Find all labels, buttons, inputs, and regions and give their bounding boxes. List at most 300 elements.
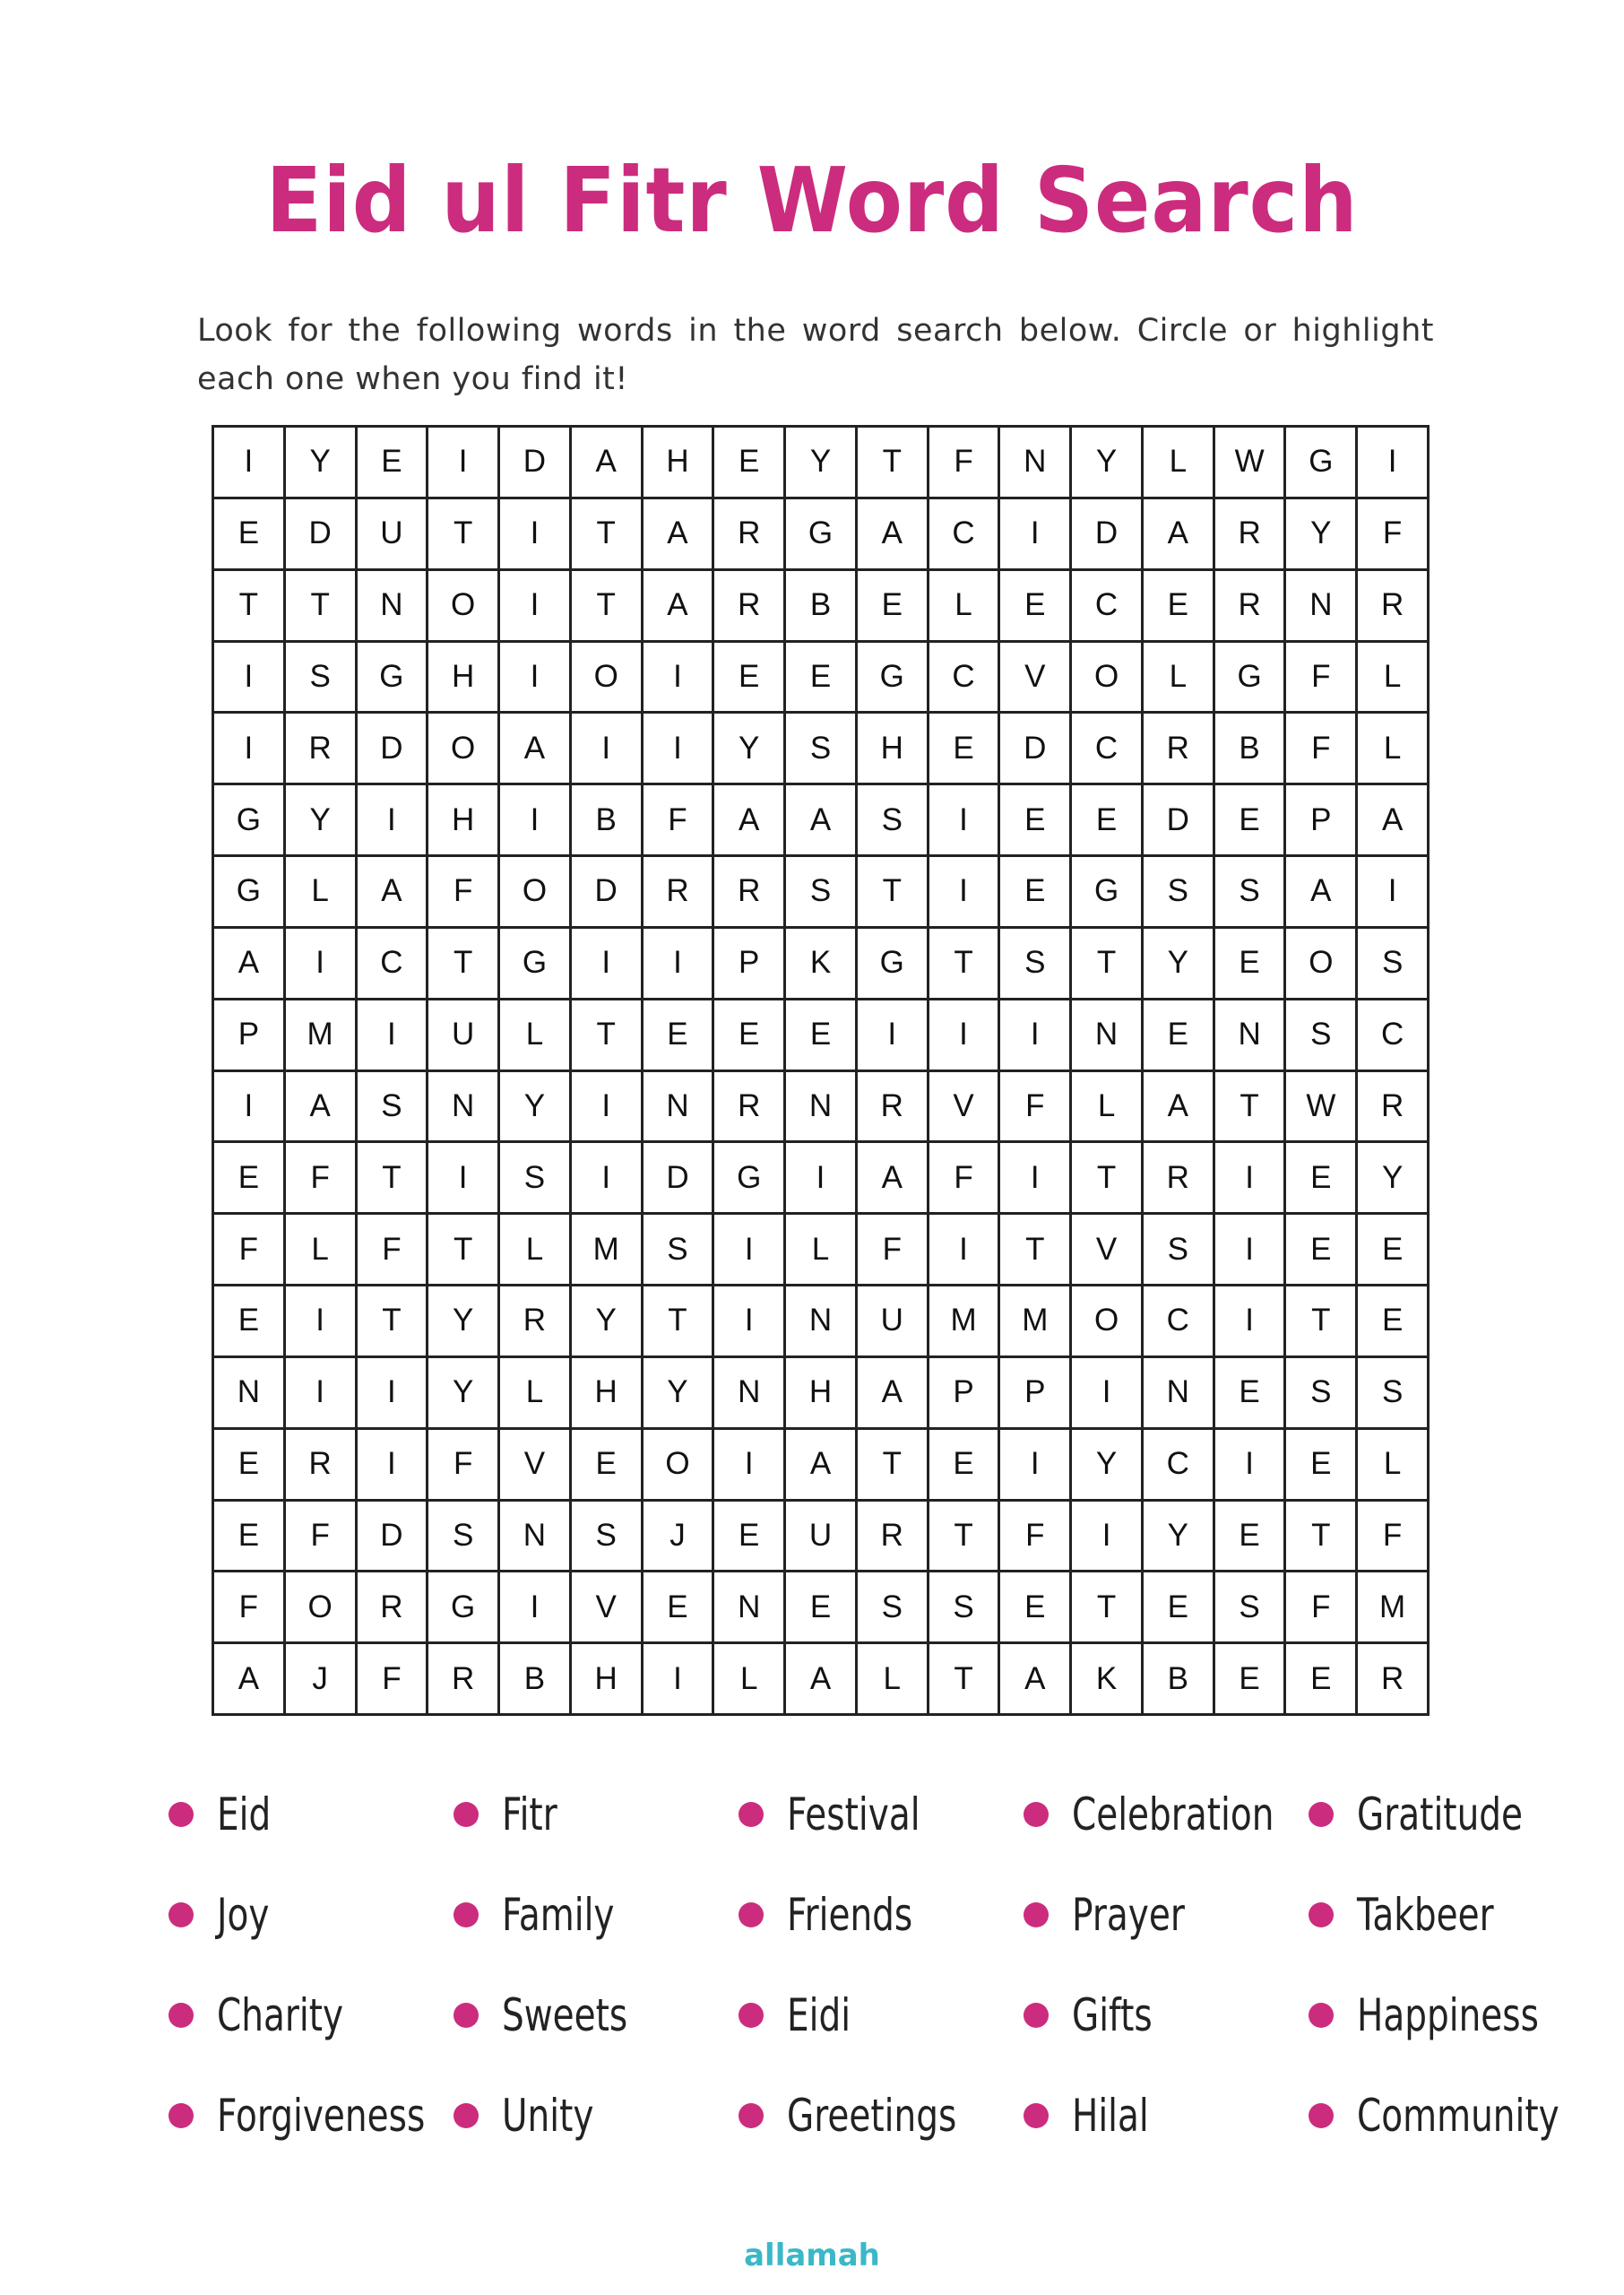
grid-cell[interactable]: Y — [1144, 1502, 1215, 1573]
grid-cell[interactable]: E — [714, 1000, 786, 1072]
grid-cell[interactable]: U — [858, 1286, 929, 1358]
grid-cell[interactable]: F — [929, 1143, 1001, 1215]
grid-cell[interactable]: I — [214, 1072, 286, 1144]
grid-cell[interactable]: Y — [714, 714, 786, 785]
grid-cell[interactable]: R — [1358, 1072, 1430, 1144]
grid-cell[interactable]: T — [858, 1430, 929, 1502]
grid-cell[interactable]: T — [1000, 1215, 1072, 1286]
grid-cell[interactable]: A — [786, 785, 858, 857]
grid-cell[interactable]: S — [1144, 1215, 1215, 1286]
grid-cell[interactable]: V — [929, 1072, 1001, 1144]
grid-cell[interactable]: F — [1000, 1072, 1072, 1144]
grid-cell[interactable]: E — [572, 1430, 644, 1502]
grid-cell[interactable]: Y — [644, 1358, 715, 1430]
grid-cell[interactable]: L — [500, 1215, 572, 1286]
grid-cell[interactable]: W — [1215, 428, 1287, 499]
grid-cell[interactable]: R — [1215, 499, 1287, 571]
grid-cell[interactable]: O — [1072, 643, 1144, 714]
grid-cell[interactable]: L — [1144, 428, 1215, 499]
grid-cell[interactable]: F — [358, 1215, 429, 1286]
grid-cell[interactable]: I — [644, 1644, 715, 1716]
grid-cell[interactable]: I — [358, 785, 429, 857]
grid-cell[interactable]: I — [1358, 428, 1430, 499]
grid-cell[interactable]: B — [1215, 714, 1287, 785]
grid-cell[interactable]: T — [1286, 1286, 1358, 1358]
grid-cell[interactable]: I — [358, 1430, 429, 1502]
grid-cell[interactable]: I — [929, 1215, 1001, 1286]
grid-cell[interactable]: T — [1072, 1143, 1144, 1215]
grid-cell[interactable]: Y — [500, 1072, 572, 1144]
grid-cell[interactable]: G — [858, 643, 929, 714]
grid-cell[interactable]: C — [929, 499, 1001, 571]
grid-cell[interactable]: O — [428, 571, 500, 643]
grid-cell[interactable]: I — [214, 643, 286, 714]
grid-cell[interactable]: N — [644, 1072, 715, 1144]
grid-cell[interactable]: L — [1358, 1430, 1430, 1502]
grid-cell[interactable]: T — [572, 499, 644, 571]
grid-cell[interactable]: I — [500, 643, 572, 714]
grid-cell[interactable]: A — [214, 1644, 286, 1716]
grid-cell[interactable]: L — [286, 1215, 358, 1286]
grid-cell[interactable]: S — [500, 1143, 572, 1215]
grid-cell[interactable]: S — [1358, 1358, 1430, 1430]
grid-cell[interactable]: A — [1358, 785, 1430, 857]
grid-cell[interactable]: D — [572, 857, 644, 929]
grid-cell[interactable]: N — [358, 571, 429, 643]
grid-cell[interactable]: F — [214, 1572, 286, 1644]
grid-cell[interactable]: I — [1000, 1000, 1072, 1072]
grid-cell[interactable]: E — [929, 714, 1001, 785]
grid-cell[interactable]: Y — [1144, 929, 1215, 1000]
grid-cell[interactable]: T — [644, 1286, 715, 1358]
grid-cell[interactable]: F — [358, 1644, 429, 1716]
grid-cell[interactable]: F — [1286, 714, 1358, 785]
grid-cell[interactable]: L — [858, 1644, 929, 1716]
grid-cell[interactable]: Y — [286, 785, 358, 857]
grid-cell[interactable]: P — [214, 1000, 286, 1072]
grid-cell[interactable]: S — [786, 714, 858, 785]
grid-cell[interactable]: S — [1215, 857, 1287, 929]
grid-cell[interactable]: S — [572, 1502, 644, 1573]
grid-cell[interactable]: E — [1286, 1430, 1358, 1502]
grid-cell[interactable]: O — [500, 857, 572, 929]
grid-cell[interactable]: I — [929, 1000, 1001, 1072]
grid-cell[interactable]: C — [1358, 1000, 1430, 1072]
grid-cell[interactable]: P — [1000, 1358, 1072, 1430]
grid-cell[interactable]: O — [1072, 1286, 1144, 1358]
grid-cell[interactable]: E — [358, 428, 429, 499]
grid-cell[interactable]: A — [644, 499, 715, 571]
grid-cell[interactable]: N — [1286, 571, 1358, 643]
grid-cell[interactable]: F — [214, 1215, 286, 1286]
grid-cell[interactable]: I — [500, 499, 572, 571]
grid-cell[interactable]: C — [929, 643, 1001, 714]
grid-cell[interactable]: I — [286, 929, 358, 1000]
grid-cell[interactable]: D — [358, 714, 429, 785]
grid-cell[interactable]: S — [858, 1572, 929, 1644]
grid-cell[interactable]: T — [1215, 1072, 1287, 1144]
grid-cell[interactable]: A — [500, 714, 572, 785]
grid-cell[interactable]: E — [1286, 1215, 1358, 1286]
grid-cell[interactable]: V — [1000, 643, 1072, 714]
grid-cell[interactable]: E — [786, 643, 858, 714]
grid-cell[interactable]: L — [286, 857, 358, 929]
grid-cell[interactable]: S — [858, 785, 929, 857]
grid-cell[interactable]: E — [1215, 1502, 1287, 1573]
grid-cell[interactable]: E — [1072, 785, 1144, 857]
grid-cell[interactable]: S — [1144, 857, 1215, 929]
grid-cell[interactable]: F — [1286, 1572, 1358, 1644]
grid-cell[interactable]: I — [428, 428, 500, 499]
grid-cell[interactable]: U — [786, 1502, 858, 1573]
grid-cell[interactable]: I — [644, 929, 715, 1000]
grid-cell[interactable]: E — [1000, 1572, 1072, 1644]
grid-cell[interactable]: G — [786, 499, 858, 571]
grid-cell[interactable]: V — [500, 1430, 572, 1502]
grid-cell[interactable]: F — [286, 1143, 358, 1215]
grid-cell[interactable]: R — [714, 499, 786, 571]
grid-cell[interactable]: Y — [786, 428, 858, 499]
grid-cell[interactable]: A — [714, 785, 786, 857]
grid-cell[interactable]: I — [929, 785, 1001, 857]
grid-cell[interactable]: R — [858, 1072, 929, 1144]
grid-cell[interactable]: S — [644, 1215, 715, 1286]
grid-cell[interactable]: T — [572, 571, 644, 643]
grid-cell[interactable]: Y — [1072, 428, 1144, 499]
grid-cell[interactable]: T — [572, 1000, 644, 1072]
grid-cell[interactable]: O — [644, 1430, 715, 1502]
grid-cell[interactable]: F — [644, 785, 715, 857]
grid-cell[interactable]: G — [214, 857, 286, 929]
grid-cell[interactable]: M — [1358, 1572, 1430, 1644]
grid-cell[interactable]: S — [929, 1572, 1001, 1644]
grid-cell[interactable]: S — [1000, 929, 1072, 1000]
grid-cell[interactable]: A — [786, 1644, 858, 1716]
grid-cell[interactable]: T — [858, 857, 929, 929]
grid-cell[interactable]: T — [428, 499, 500, 571]
grid-cell[interactable]: I — [214, 428, 286, 499]
grid-cell[interactable]: D — [500, 428, 572, 499]
grid-cell[interactable]: G — [1215, 643, 1287, 714]
grid-cell[interactable]: I — [572, 929, 644, 1000]
grid-cell[interactable]: C — [1144, 1430, 1215, 1502]
grid-cell[interactable]: I — [1215, 1430, 1287, 1502]
grid-cell[interactable]: I — [358, 1358, 429, 1430]
grid-cell[interactable]: R — [714, 857, 786, 929]
grid-cell[interactable]: I — [572, 1143, 644, 1215]
grid-cell[interactable]: E — [1000, 857, 1072, 929]
grid-cell[interactable]: I — [714, 1430, 786, 1502]
grid-cell[interactable]: F — [428, 1430, 500, 1502]
grid-cell[interactable]: A — [858, 1358, 929, 1430]
grid-cell[interactable]: N — [786, 1072, 858, 1144]
grid-cell[interactable]: E — [644, 1572, 715, 1644]
grid-cell[interactable]: E — [1000, 571, 1072, 643]
grid-cell[interactable]: A — [358, 857, 429, 929]
grid-cell[interactable]: J — [286, 1644, 358, 1716]
grid-cell[interactable]: T — [929, 929, 1001, 1000]
grid-cell[interactable]: G — [500, 929, 572, 1000]
grid-cell[interactable]: E — [1144, 571, 1215, 643]
grid-cell[interactable]: P — [1286, 785, 1358, 857]
grid-cell[interactable]: I — [644, 643, 715, 714]
grid-cell[interactable]: L — [786, 1215, 858, 1286]
grid-cell[interactable]: O — [1286, 929, 1358, 1000]
grid-cell[interactable]: T — [214, 571, 286, 643]
grid-cell[interactable]: I — [858, 1000, 929, 1072]
grid-cell[interactable]: U — [428, 1000, 500, 1072]
grid-cell[interactable]: I — [286, 1358, 358, 1430]
grid-cell[interactable]: U — [358, 499, 429, 571]
grid-cell[interactable]: N — [714, 1358, 786, 1430]
grid-cell[interactable]: P — [929, 1358, 1001, 1430]
grid-cell[interactable]: M — [572, 1215, 644, 1286]
grid-cell[interactable]: E — [1000, 785, 1072, 857]
grid-cell[interactable]: R — [358, 1572, 429, 1644]
grid-cell[interactable]: T — [358, 1286, 429, 1358]
grid-cell[interactable]: Y — [1286, 499, 1358, 571]
grid-cell[interactable]: H — [644, 428, 715, 499]
grid-cell[interactable]: M — [1000, 1286, 1072, 1358]
grid-cell[interactable]: L — [500, 1000, 572, 1072]
grid-cell[interactable]: J — [644, 1502, 715, 1573]
grid-cell[interactable]: E — [1215, 785, 1287, 857]
grid-cell[interactable]: R — [1144, 1143, 1215, 1215]
grid-cell[interactable]: I — [1000, 1430, 1072, 1502]
grid-cell[interactable]: I — [500, 785, 572, 857]
grid-cell[interactable]: A — [1144, 1072, 1215, 1144]
grid-cell[interactable]: E — [1215, 1358, 1287, 1430]
grid-cell[interactable]: O — [286, 1572, 358, 1644]
grid-cell[interactable]: K — [1072, 1644, 1144, 1716]
grid-cell[interactable]: L — [1358, 714, 1430, 785]
grid-cell[interactable]: D — [1072, 499, 1144, 571]
grid-cell[interactable]: L — [500, 1358, 572, 1430]
grid-cell[interactable]: H — [572, 1644, 644, 1716]
grid-cell[interactable]: S — [1215, 1572, 1287, 1644]
grid-cell[interactable]: T — [286, 571, 358, 643]
grid-cell[interactable]: D — [286, 499, 358, 571]
grid-cell[interactable]: S — [358, 1072, 429, 1144]
grid-cell[interactable]: I — [1215, 1286, 1287, 1358]
grid-cell[interactable]: G — [428, 1572, 500, 1644]
grid-cell[interactable]: C — [1072, 714, 1144, 785]
grid-cell[interactable]: G — [214, 785, 286, 857]
grid-cell[interactable]: N — [500, 1502, 572, 1573]
grid-cell[interactable]: L — [1358, 643, 1430, 714]
grid-cell[interactable]: R — [428, 1644, 500, 1716]
grid-cell[interactable]: I — [1358, 857, 1430, 929]
grid-cell[interactable]: N — [786, 1286, 858, 1358]
grid-cell[interactable]: H — [428, 643, 500, 714]
grid-cell[interactable]: E — [1358, 1286, 1430, 1358]
grid-cell[interactable]: D — [644, 1143, 715, 1215]
grid-cell[interactable]: T — [929, 1644, 1001, 1716]
grid-cell[interactable]: S — [1286, 1000, 1358, 1072]
grid-cell[interactable]: I — [786, 1143, 858, 1215]
grid-cell[interactable]: G — [858, 929, 929, 1000]
grid-cell[interactable]: B — [786, 571, 858, 643]
grid-cell[interactable]: E — [714, 1502, 786, 1573]
grid-cell[interactable]: E — [214, 499, 286, 571]
grid-cell[interactable]: N — [1072, 1000, 1144, 1072]
grid-cell[interactable]: S — [786, 857, 858, 929]
grid-cell[interactable]: D — [358, 1502, 429, 1573]
grid-cell[interactable]: A — [286, 1072, 358, 1144]
grid-cell[interactable]: I — [572, 1072, 644, 1144]
grid-cell[interactable]: A — [1144, 499, 1215, 571]
grid-cell[interactable]: I — [714, 1286, 786, 1358]
grid-cell[interactable]: E — [214, 1143, 286, 1215]
grid-cell[interactable]: T — [1072, 1572, 1144, 1644]
grid-cell[interactable]: L — [1144, 643, 1215, 714]
grid-cell[interactable]: S — [1358, 929, 1430, 1000]
grid-cell[interactable]: I — [1000, 499, 1072, 571]
grid-cell[interactable]: E — [644, 1000, 715, 1072]
grid-cell[interactable]: A — [786, 1430, 858, 1502]
grid-cell[interactable]: E — [786, 1572, 858, 1644]
grid-cell[interactable]: N — [714, 1572, 786, 1644]
grid-cell[interactable]: T — [1072, 929, 1144, 1000]
grid-cell[interactable]: F — [286, 1502, 358, 1573]
grid-cell[interactable]: I — [572, 714, 644, 785]
grid-cell[interactable]: T — [858, 428, 929, 499]
grid-cell[interactable]: E — [214, 1286, 286, 1358]
grid-cell[interactable]: F — [1286, 643, 1358, 714]
grid-cell[interactable]: R — [1358, 1644, 1430, 1716]
grid-cell[interactable]: O — [572, 643, 644, 714]
grid-cell[interactable]: A — [644, 571, 715, 643]
grid-cell[interactable]: D — [1000, 714, 1072, 785]
grid-cell[interactable]: R — [714, 571, 786, 643]
grid-cell[interactable]: E — [1215, 1644, 1287, 1716]
grid-cell[interactable]: B — [1144, 1644, 1215, 1716]
grid-cell[interactable]: N — [1215, 1000, 1287, 1072]
grid-cell[interactable]: R — [286, 1430, 358, 1502]
grid-cell[interactable]: E — [1215, 929, 1287, 1000]
grid-cell[interactable]: N — [428, 1072, 500, 1144]
grid-cell[interactable]: Y — [428, 1358, 500, 1430]
grid-cell[interactable]: I — [286, 1286, 358, 1358]
grid-cell[interactable]: L — [929, 571, 1001, 643]
grid-cell[interactable]: N — [1144, 1358, 1215, 1430]
grid-cell[interactable]: G — [1286, 428, 1358, 499]
grid-cell[interactable]: R — [1144, 714, 1215, 785]
grid-cell[interactable]: E — [858, 571, 929, 643]
grid-cell[interactable]: Y — [572, 1286, 644, 1358]
grid-cell[interactable]: E — [714, 428, 786, 499]
grid-cell[interactable]: I — [1072, 1358, 1144, 1430]
grid-cell[interactable]: B — [572, 785, 644, 857]
grid-cell[interactable]: E — [929, 1430, 1001, 1502]
grid-cell[interactable]: H — [858, 714, 929, 785]
grid-cell[interactable]: H — [572, 1358, 644, 1430]
grid-cell[interactable]: I — [428, 1143, 500, 1215]
grid-cell[interactable]: I — [500, 571, 572, 643]
grid-cell[interactable]: A — [858, 1143, 929, 1215]
grid-cell[interactable]: S — [428, 1502, 500, 1573]
grid-cell[interactable]: E — [1358, 1215, 1430, 1286]
grid-cell[interactable]: I — [644, 714, 715, 785]
grid-cell[interactable]: O — [428, 714, 500, 785]
grid-cell[interactable]: A — [858, 499, 929, 571]
grid-cell[interactable]: T — [929, 1502, 1001, 1573]
grid-cell[interactable]: Y — [286, 428, 358, 499]
grid-cell[interactable]: R — [644, 857, 715, 929]
grid-cell[interactable]: G — [714, 1143, 786, 1215]
grid-cell[interactable]: Y — [1358, 1143, 1430, 1215]
grid-cell[interactable]: A — [1286, 857, 1358, 929]
grid-cell[interactable]: E — [714, 643, 786, 714]
grid-cell[interactable]: C — [358, 929, 429, 1000]
grid-cell[interactable]: N — [1000, 428, 1072, 499]
grid-cell[interactable]: T — [428, 929, 500, 1000]
grid-cell[interactable]: K — [786, 929, 858, 1000]
grid-cell[interactable]: Y — [1072, 1430, 1144, 1502]
grid-cell[interactable]: E — [214, 1502, 286, 1573]
grid-cell[interactable]: E — [1144, 1572, 1215, 1644]
grid-cell[interactable]: L — [714, 1644, 786, 1716]
grid-cell[interactable]: A — [572, 428, 644, 499]
grid-cell[interactable]: S — [286, 643, 358, 714]
grid-cell[interactable]: R — [858, 1502, 929, 1573]
grid-cell[interactable]: H — [786, 1358, 858, 1430]
grid-cell[interactable]: I — [500, 1572, 572, 1644]
grid-cell[interactable]: S — [1286, 1358, 1358, 1430]
grid-cell[interactable]: B — [500, 1644, 572, 1716]
grid-cell[interactable]: M — [929, 1286, 1001, 1358]
grid-cell[interactable]: I — [714, 1215, 786, 1286]
grid-cell[interactable]: F — [929, 428, 1001, 499]
grid-cell[interactable]: W — [1286, 1072, 1358, 1144]
grid-cell[interactable]: N — [214, 1358, 286, 1430]
grid-cell[interactable]: E — [1144, 1000, 1215, 1072]
grid-cell[interactable]: H — [428, 785, 500, 857]
grid-cell[interactable]: C — [1072, 571, 1144, 643]
grid-cell[interactable]: F — [858, 1215, 929, 1286]
grid-cell[interactable]: I — [1000, 1143, 1072, 1215]
grid-cell[interactable]: E — [786, 1000, 858, 1072]
grid-cell[interactable]: E — [214, 1430, 286, 1502]
grid-cell[interactable]: I — [929, 857, 1001, 929]
grid-cell[interactable]: I — [1072, 1502, 1144, 1573]
grid-cell[interactable]: T — [358, 1143, 429, 1215]
grid-cell[interactable]: I — [214, 714, 286, 785]
grid-cell[interactable]: G — [1072, 857, 1144, 929]
grid-cell[interactable]: I — [358, 1000, 429, 1072]
grid-cell[interactable]: R — [286, 714, 358, 785]
grid-cell[interactable]: V — [572, 1572, 644, 1644]
grid-cell[interactable]: C — [1144, 1286, 1215, 1358]
grid-cell[interactable]: F — [428, 857, 500, 929]
grid-cell[interactable]: F — [1358, 499, 1430, 571]
grid-cell[interactable]: L — [1072, 1072, 1144, 1144]
grid-cell[interactable]: P — [714, 929, 786, 1000]
grid-cell[interactable]: A — [1000, 1644, 1072, 1716]
grid-cell[interactable]: E — [1286, 1143, 1358, 1215]
grid-cell[interactable]: R — [1215, 571, 1287, 643]
grid-cell[interactable]: G — [358, 643, 429, 714]
grid-cell[interactable]: F — [1358, 1502, 1430, 1573]
grid-cell[interactable]: R — [714, 1072, 786, 1144]
grid-cell[interactable]: A — [214, 929, 286, 1000]
grid-cell[interactable]: R — [500, 1286, 572, 1358]
grid-cell[interactable]: V — [1072, 1215, 1144, 1286]
grid-cell[interactable]: D — [1144, 785, 1215, 857]
grid-cell[interactable]: Y — [428, 1286, 500, 1358]
grid-cell[interactable]: M — [286, 1000, 358, 1072]
grid-cell[interactable]: R — [1358, 571, 1430, 643]
